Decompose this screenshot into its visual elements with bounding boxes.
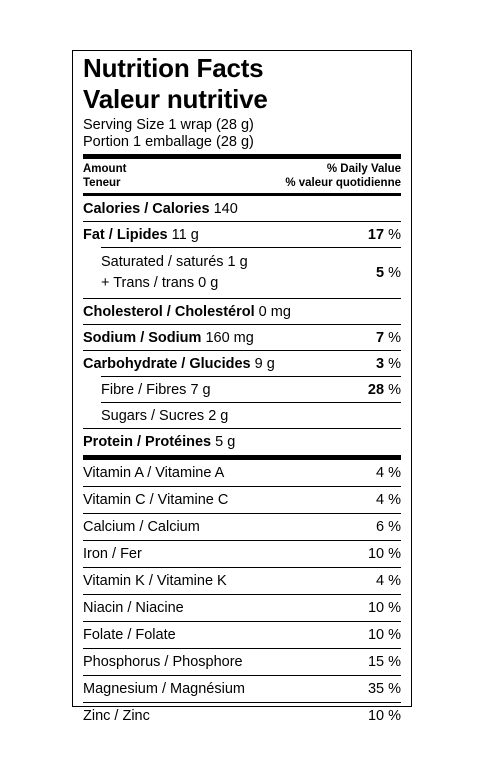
fibre-row (83, 377, 401, 402)
vitamin-dv: 10 % (367, 546, 401, 562)
fat-dv-unit: % (388, 226, 401, 243)
vitamin-row (83, 676, 401, 702)
saturated-trans-dv-unit: % (388, 265, 401, 281)
protein-label: Protein / Protéines (83, 433, 212, 450)
fat-label: Fat / Lipides (83, 226, 168, 243)
sodium-row (83, 325, 401, 350)
vitamin-row (83, 487, 401, 513)
carbohydrate-dv-unit: % (388, 355, 401, 372)
title-french: Valeur nutritive (83, 84, 268, 114)
carbohydrate-value: 9 g (254, 355, 275, 372)
cholesterol-label: Cholesterol / Cholestérol (83, 303, 255, 320)
sodium-dv: 7 (375, 329, 385, 346)
protein-row (83, 429, 401, 454)
vitamin-row (83, 622, 401, 648)
serving-size: Serving Size 1 wrap (28 g) (83, 117, 254, 133)
teneur-label: Teneur (83, 176, 121, 189)
title-english: Nutrition Facts (83, 53, 264, 83)
sodium-value: 160 mg (205, 329, 254, 346)
sugars-label: Sugars / Sucres (101, 407, 205, 424)
sugars-row (83, 403, 401, 428)
valeur-quotidienne-label: % valeur quotidienne (285, 176, 401, 189)
saturated-label: Saturated / saturés (101, 254, 224, 270)
fat-dv: 17 (367, 226, 385, 243)
carbohydrate-dv: 3 (375, 355, 385, 372)
carbohydrate-row (83, 351, 401, 376)
fat-row (83, 222, 401, 247)
calories-value: 140 (213, 200, 238, 217)
fibre-dv: 28 (367, 381, 385, 398)
saturated-trans-row (83, 248, 401, 298)
vitamin-dv: 4 % (376, 573, 401, 589)
carbohydrate-label: Carbohydrate / Glucides (83, 355, 251, 372)
vitamin-dv: 4 % (376, 492, 401, 508)
daily-value-label: % Daily Value (326, 163, 401, 175)
vitamin-label: Phosphorus / Phosphore (83, 654, 243, 670)
vitamin-row (83, 514, 401, 540)
vitamin-label: Zinc / Zinc (83, 708, 150, 724)
calories-row (83, 196, 401, 221)
vitamin-label: Vitamin A / Vitamine A (83, 465, 225, 481)
vitamin-dv: 4 % (376, 465, 401, 481)
vitamin-dv: 10 % (367, 627, 401, 643)
vitamin-label: Niacin / Niacine (83, 600, 184, 616)
trans-label: + Trans / trans (101, 275, 195, 291)
cholesterol-row (83, 299, 401, 324)
fibre-dv-unit: % (388, 381, 401, 398)
fat-value: 11 g (171, 226, 199, 243)
vitamin-label: Iron / Fer (83, 546, 142, 562)
fibre-label: Fibre / Fibres (101, 381, 187, 398)
trans-value: 0 g (198, 275, 219, 291)
amount-label: Amount (83, 163, 127, 175)
vitamin-label: Vitamin C / Vitamine C (83, 492, 229, 508)
vitamin-row (83, 568, 401, 594)
vitamin-dv: 10 % (367, 708, 401, 724)
vitamin-label: Vitamin K / Vitamine K (83, 573, 227, 589)
nutrition-facts-label (72, 50, 412, 724)
sodium-label: Sodium / Sodium (83, 329, 202, 346)
vitamin-dv: 35 % (367, 681, 401, 697)
table-header (83, 159, 401, 193)
vitamin-dv: 10 % (367, 600, 401, 616)
vitamin-row (83, 703, 401, 729)
vitamin-row (83, 595, 401, 621)
saturated-value: 1 g (227, 254, 248, 270)
vitamins-list (83, 460, 401, 729)
vitamin-label: Magnesium / Magnésium (83, 681, 245, 697)
vitamin-row (83, 649, 401, 675)
fibre-value: 7 g (190, 381, 211, 398)
vitamin-row (83, 541, 401, 567)
sodium-dv-unit: % (388, 329, 401, 346)
vitamin-row (83, 460, 401, 486)
vitamin-dv: 15 % (367, 654, 401, 670)
vitamin-label: Calcium / Calcium (83, 519, 200, 535)
sugars-value: 2 g (208, 407, 229, 424)
saturated-trans-dv: 5 (375, 265, 385, 281)
vitamin-dv: 6 % (376, 519, 401, 535)
serving-portion: Portion 1 emballage (28 g) (83, 134, 254, 150)
cholesterol-value: 0 mg (258, 303, 291, 320)
calories-label: Calories / Calories (83, 200, 210, 217)
vitamin-label: Folate / Folate (83, 627, 176, 643)
protein-value: 5 g (215, 433, 236, 450)
